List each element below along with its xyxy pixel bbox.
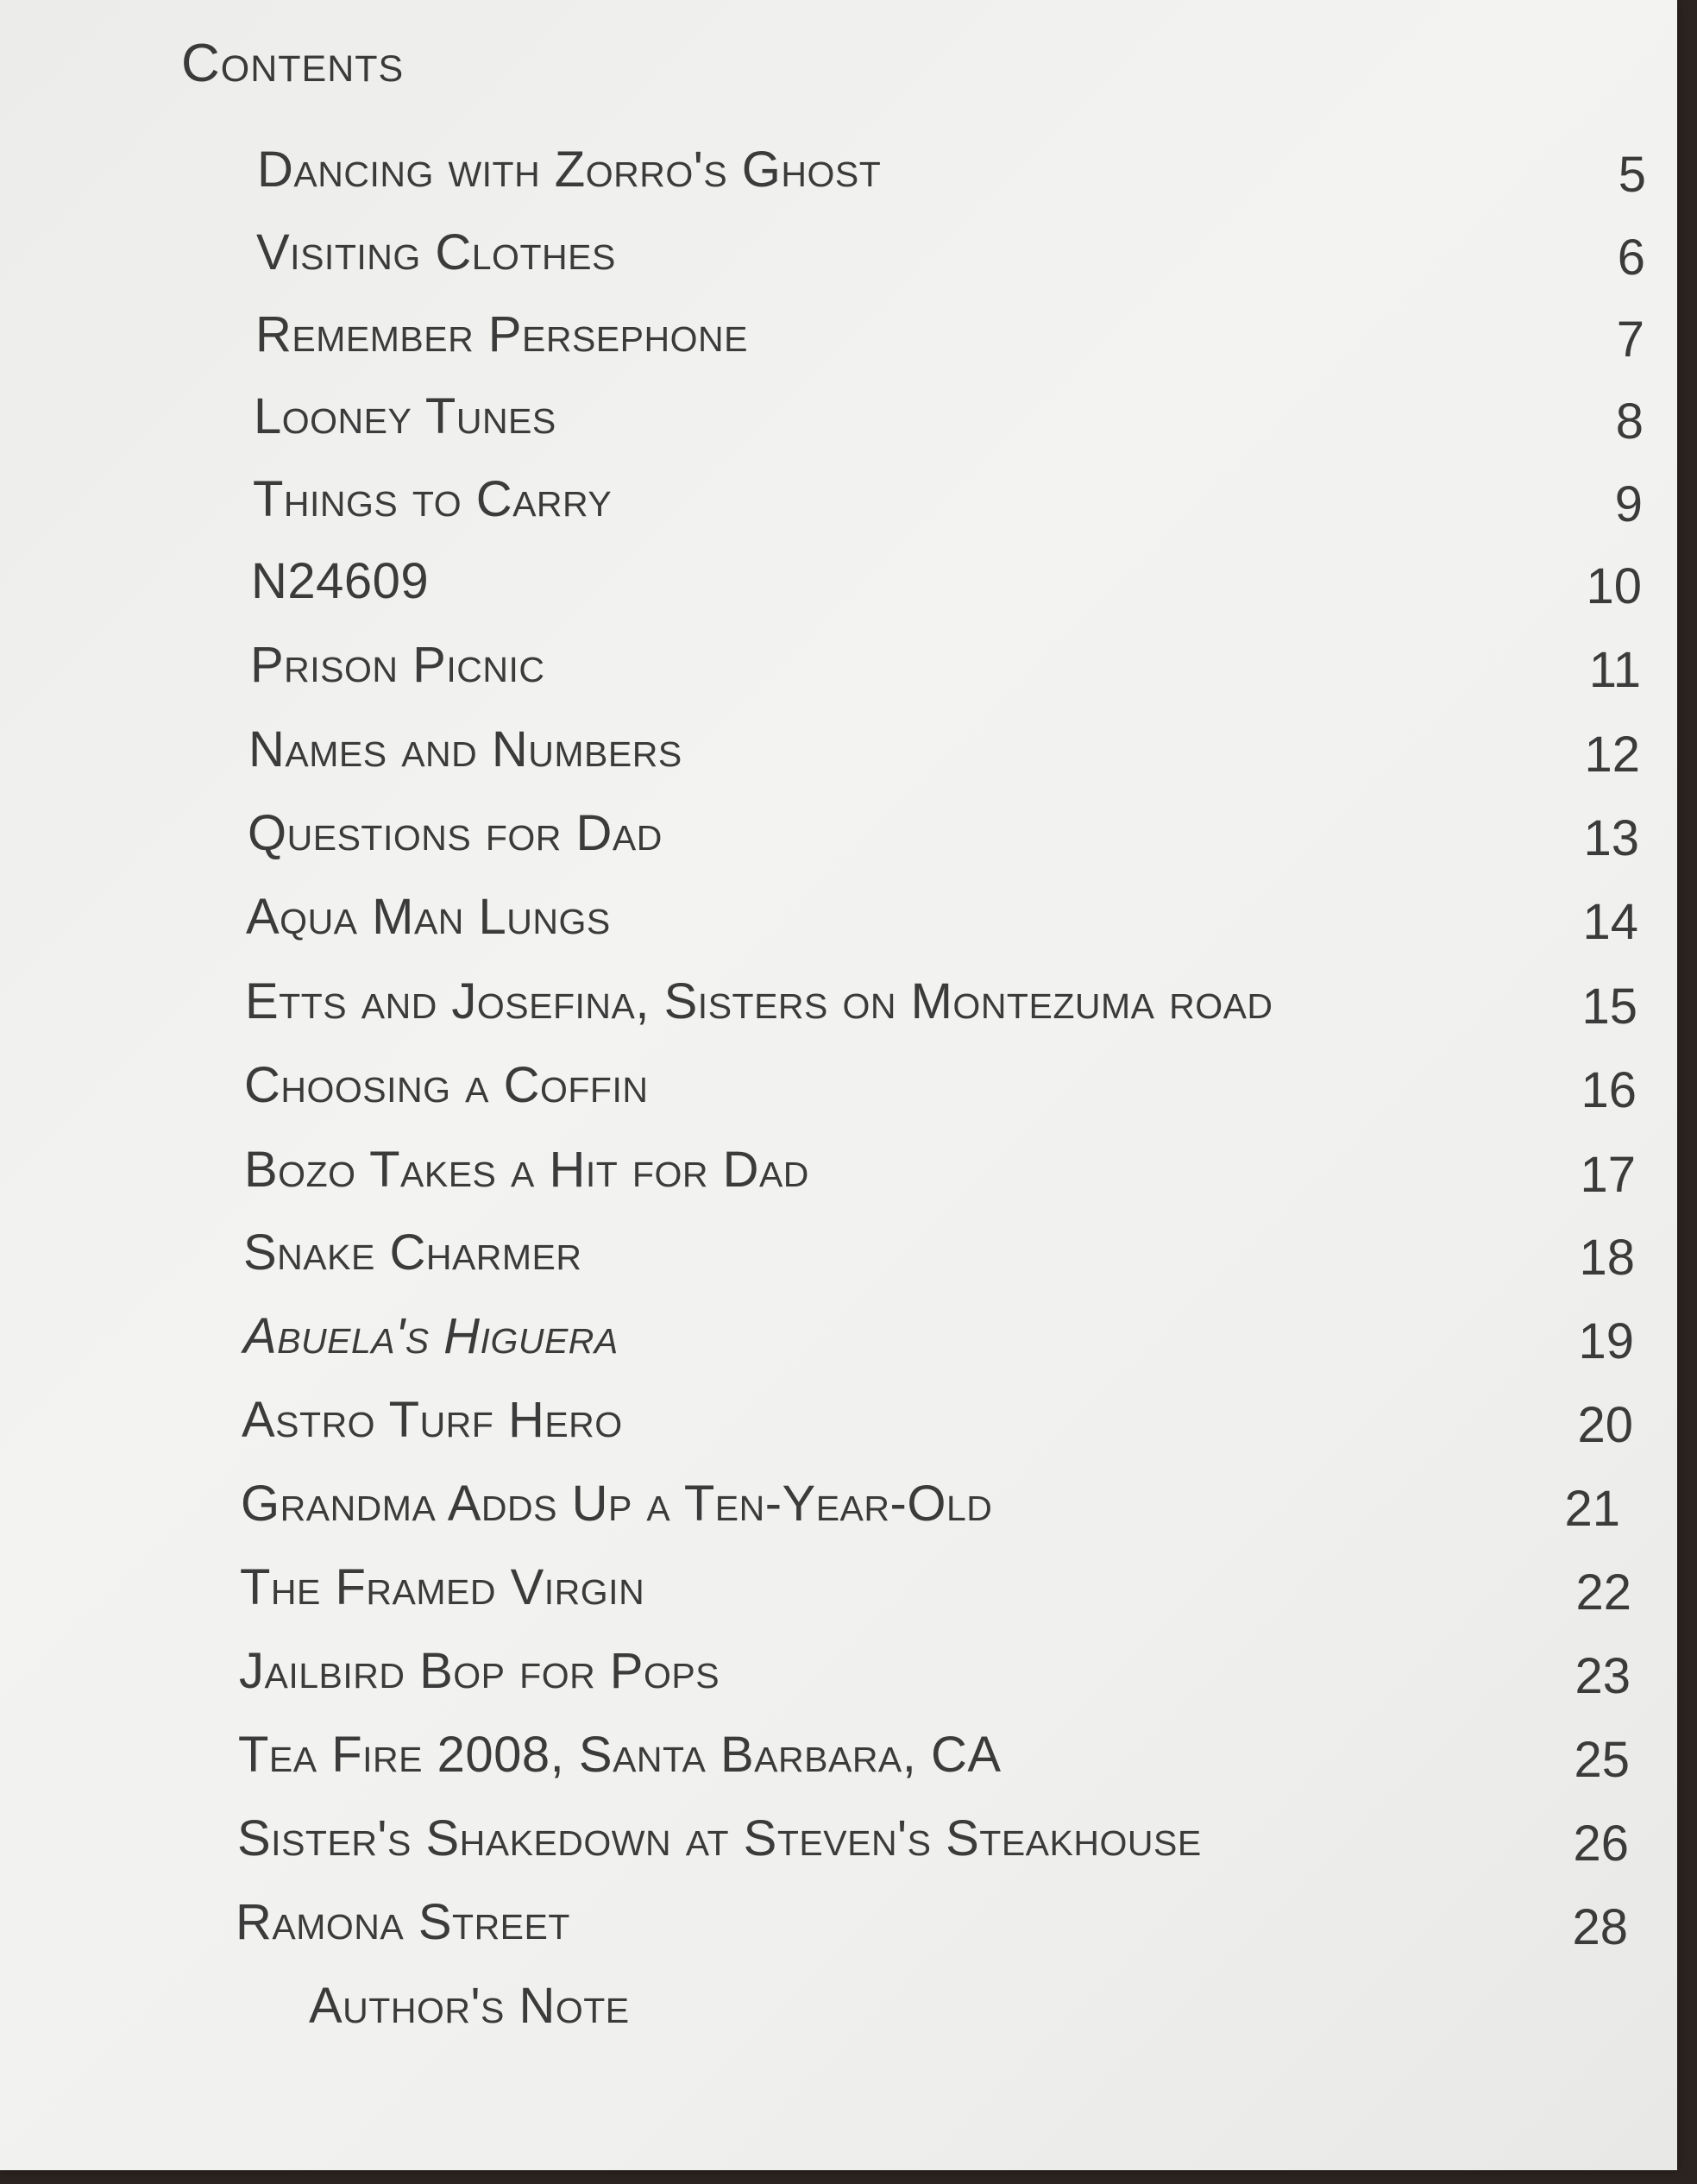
toc-entry xyxy=(0,221,1677,290)
entry-title: Snake Charmer xyxy=(243,1224,582,1281)
entry-title: Prison Picnic xyxy=(250,637,545,693)
toc-entry xyxy=(0,1723,1677,1792)
toc-entry xyxy=(0,138,1677,207)
entry-page-number: 10 xyxy=(1586,558,1642,614)
entry-page-number: 22 xyxy=(1575,1564,1631,1621)
entry-page-number: 18 xyxy=(1579,1230,1635,1286)
entry-title: Choosing a Coffin xyxy=(244,1057,649,1113)
toc-entry xyxy=(0,1556,1677,1625)
entry-page-number: 14 xyxy=(1582,894,1638,950)
entry-page-number: 19 xyxy=(1578,1313,1634,1369)
entry-page-number: 15 xyxy=(1581,979,1637,1035)
entry-page-number: 6 xyxy=(1617,230,1645,286)
entry-page-number: 12 xyxy=(1584,727,1640,783)
toc-entry xyxy=(0,303,1677,372)
toc-entry xyxy=(0,468,1677,537)
entry-title: Jailbird Bop for Pops xyxy=(239,1643,720,1699)
entry-page-number: 28 xyxy=(1572,1899,1628,1955)
toc-entry-authors-note xyxy=(0,1974,1677,2043)
toc-entry xyxy=(0,1640,1677,1709)
entry-title: Aqua Man Lungs xyxy=(246,889,611,945)
toc-entry xyxy=(0,1138,1677,1207)
contents-heading: Contents xyxy=(181,34,405,93)
entry-title: Bozo Takes a Hit for Dad xyxy=(244,1142,809,1198)
toc-entry xyxy=(0,970,1677,1039)
entry-page-number: 26 xyxy=(1573,1816,1629,1872)
entry-title: The Framed Virgin xyxy=(240,1559,645,1615)
entry-title: Remember Persephone xyxy=(255,306,748,362)
toc-entry xyxy=(0,1891,1677,1960)
entry-title: Ramona Street xyxy=(236,1894,570,1950)
entry-page-number: 23 xyxy=(1574,1648,1631,1704)
entry-page-number: 9 xyxy=(1614,476,1643,532)
entry-title: Author's Note xyxy=(309,1978,630,2034)
entry-page-number: 5 xyxy=(1618,147,1646,203)
toc-entry xyxy=(0,633,1677,702)
entry-title: Looney Tunes xyxy=(254,388,556,444)
entry-title: Abuela's Higuera xyxy=(243,1308,619,1364)
entry-page-number: 20 xyxy=(1577,1397,1633,1453)
entry-title: N24609 xyxy=(251,553,430,609)
entry-title: Tea Fire 2008, Santa Barbara, CA xyxy=(238,1727,1002,1783)
entry-title: Etts and Josefina, Sisters on Montezuma road xyxy=(245,973,1273,1029)
entry-page-number: 16 xyxy=(1581,1062,1637,1118)
toc-entry xyxy=(0,718,1677,787)
entry-title: Sister's Shakedown at Steven's Steakhouse xyxy=(237,1810,1202,1866)
entry-page-number: 17 xyxy=(1580,1147,1636,1203)
toc-entry xyxy=(0,385,1677,454)
toc-entry xyxy=(0,1305,1677,1374)
toc-entry xyxy=(0,802,1677,871)
entry-title: Grandma Adds Up a Ten-Year-Old xyxy=(241,1476,993,1532)
toc-entry xyxy=(0,1807,1677,1876)
entry-title: Visiting Clothes xyxy=(256,224,616,280)
toc-entry xyxy=(0,1054,1677,1123)
entry-page-number: 7 xyxy=(1616,312,1644,368)
entry-page-number: 21 xyxy=(1564,1481,1620,1537)
toc-entry xyxy=(0,1221,1677,1290)
toc-entry xyxy=(0,1472,1677,1541)
entry-page-number: 8 xyxy=(1615,393,1644,450)
toc-entry xyxy=(0,1388,1677,1457)
entry-page-number: 11 xyxy=(1588,642,1641,698)
entry-title: Names and Numbers xyxy=(248,721,682,777)
entry-page-number: 13 xyxy=(1583,810,1639,866)
entry-page-number: 25 xyxy=(1574,1732,1630,1788)
toc-entry xyxy=(0,885,1677,954)
toc-entry xyxy=(0,550,1677,619)
entry-title: Astro Turf Hero xyxy=(242,1392,623,1448)
entry-title: Things to Carry xyxy=(253,471,613,527)
entry-title: Questions for Dad xyxy=(248,805,663,861)
entry-title: Dancing with Zorro's Ghost xyxy=(257,142,882,198)
